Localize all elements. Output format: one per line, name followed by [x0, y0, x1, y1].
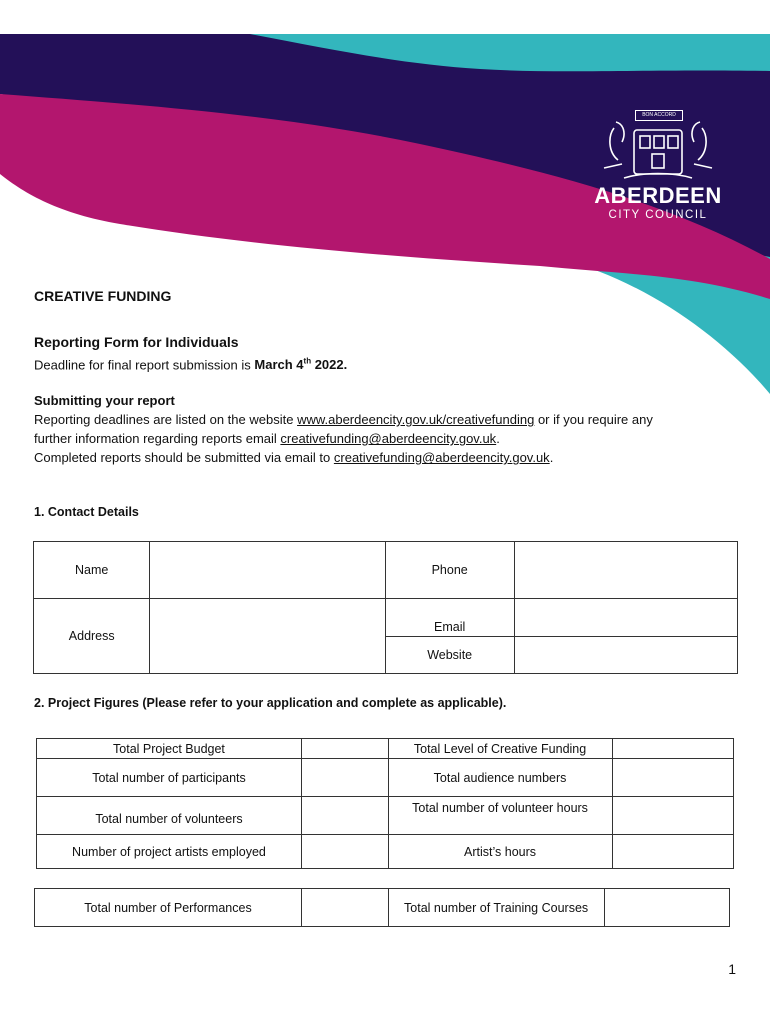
line1-prefix: Reporting deadlines are listed on the website — [34, 412, 298, 428]
audience-label: Total audience numbers — [388, 759, 612, 797]
deadline-date — [254, 357, 347, 372]
deadline-year: 2022. — [311, 357, 348, 373]
page-number: 1 — [728, 961, 736, 977]
deadline-prefix: Deadline for final report submission is — [34, 357, 255, 373]
phone-label: Phone — [385, 542, 514, 599]
email-label: Email — [385, 599, 514, 637]
performances-label: Total number of Performances — [35, 889, 302, 927]
name-label: Name — [34, 542, 150, 599]
submitting-heading: Submitting your report — [34, 393, 175, 409]
line3-suffix: . — [549, 450, 554, 466]
volunteer-hours-field[interactable] — [612, 797, 733, 835]
activities-table — [34, 888, 730, 927]
line1-suffix: or if you require any — [534, 412, 653, 428]
logo-motto: BON ACCORD — [635, 110, 683, 121]
website-field[interactable] — [514, 637, 737, 674]
email-field[interactable] — [514, 599, 737, 637]
website-label: Website — [385, 637, 514, 674]
aberdeen-logo — [594, 108, 722, 222]
performances-field[interactable] — [302, 889, 389, 927]
email-link-2[interactable]: creativefunding@aberdeencity.gov.uk — [333, 450, 550, 466]
website-link[interactable]: www.aberdeencity.gov.uk/creativefunding — [297, 412, 535, 428]
address-label: Address — [34, 599, 150, 674]
submit-line-2 — [34, 429, 734, 448]
creative-funding-field[interactable] — [612, 739, 733, 759]
phone-field[interactable] — [514, 542, 737, 599]
deadline-text — [34, 352, 734, 374]
participants-field[interactable] — [301, 759, 388, 797]
deadline-month: March 4 — [254, 357, 304, 373]
volunteer-hours-label: Total number of volunteer hours — [388, 797, 612, 835]
line2-suffix: . — [496, 431, 500, 447]
line3-prefix: Completed reports should be submitted via email to — [34, 450, 334, 466]
training-label: Total number of Training Courses — [388, 889, 604, 927]
contact-table — [33, 541, 738, 674]
artist-hours-label: Artist’s hours — [388, 835, 612, 869]
email-link[interactable]: creativefunding@aberdeencity.gov.uk — [280, 431, 497, 447]
name-field[interactable] — [150, 542, 385, 599]
deadline-sup: th — [303, 357, 312, 366]
submit-line-3 — [34, 448, 734, 467]
budget-field[interactable] — [301, 739, 388, 759]
artists-label: Number of project artists employed — [37, 835, 302, 869]
logo-subname: CITY COUNCIL — [608, 209, 708, 221]
volunteers-label: Total number of volunteers — [37, 797, 302, 835]
intro-section — [34, 286, 734, 467]
volunteers-field[interactable] — [301, 797, 388, 835]
audience-field[interactable] — [612, 759, 733, 797]
line2-prefix: further information regarding reports email — [34, 431, 281, 447]
submit-line-1 — [34, 410, 734, 429]
form-title: Reporting Form for Individuals — [34, 334, 239, 350]
logo-name: ABERDEEN — [594, 183, 722, 208]
participants-label: Total number of participants — [37, 759, 302, 797]
budget-label: Total Project Budget — [37, 739, 302, 759]
figures-table — [36, 738, 734, 869]
doc-title: CREATIVE FUNDING — [34, 288, 172, 304]
figures-heading: 2. Project Figures (Please refer to your application and complete as applicable). — [34, 696, 507, 710]
artist-hours-field[interactable] — [612, 835, 733, 869]
artists-field[interactable] — [301, 835, 388, 869]
training-field[interactable] — [604, 889, 729, 927]
contact-heading: 1. Contact Details — [34, 505, 139, 519]
address-field[interactable] — [150, 599, 385, 674]
creative-funding-label: Total Level of Creative Funding — [388, 739, 612, 759]
